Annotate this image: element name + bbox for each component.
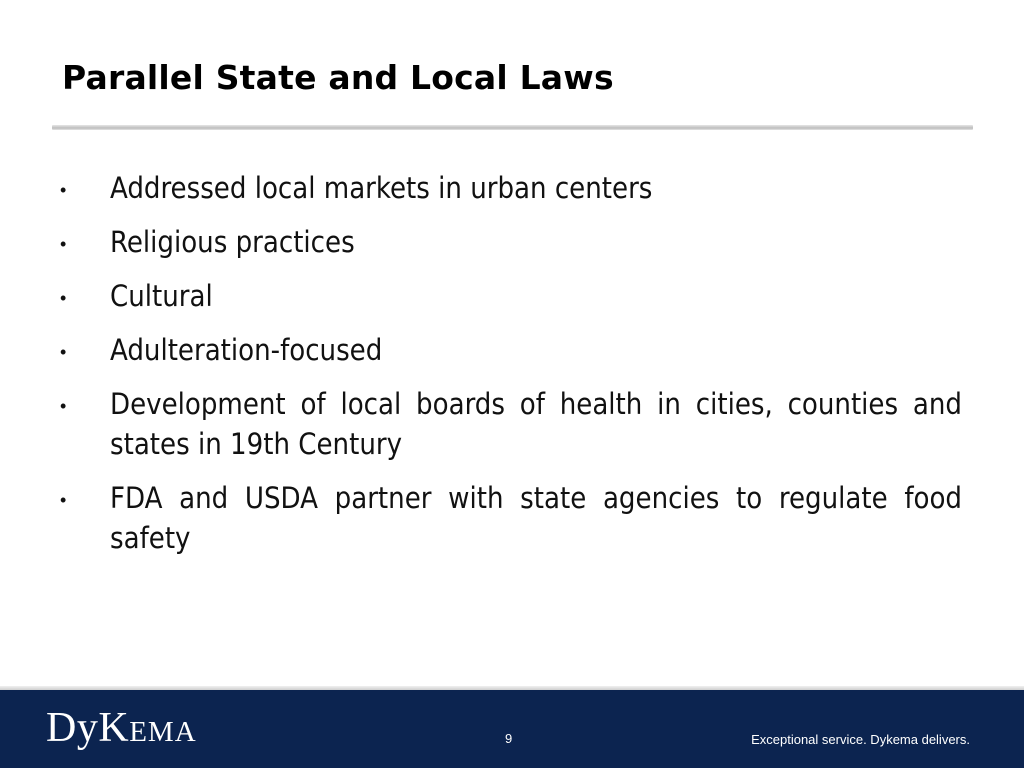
bullet-point-icon: • [60, 180, 67, 200]
bullet-item [60, 168, 962, 208]
slide-title: Parallel State and Local Laws [62, 58, 614, 97]
bullet-text: Adulteration-focused [110, 333, 383, 367]
logo-letter-y: y [76, 705, 99, 751]
bullet-point-icon: • [60, 490, 67, 510]
bullet-point-icon: • [60, 396, 67, 416]
bullet-text: Cultural [110, 279, 213, 313]
bullet-item [60, 330, 962, 370]
bullet-list [60, 168, 962, 572]
bullet-text: Development of local boards of health in cities, counties and states in 19th Century [110, 387, 962, 461]
logo-letter-d: D [46, 705, 77, 751]
bullet-item [60, 384, 962, 464]
title-divider [52, 125, 973, 130]
bullet-item [60, 276, 962, 316]
footer-tagline: Exceptional service. Dykema delivers. [751, 732, 970, 747]
page-number: 9 [505, 731, 513, 746]
bullet-point-icon: • [60, 288, 67, 308]
bullet-text: Religious practices [110, 225, 355, 259]
bullet-text: Addressed local markets in urban centers [110, 171, 653, 205]
bullet-point-icon: • [60, 234, 67, 254]
dykema-logo [46, 706, 197, 754]
bullet-text: FDA and USDA partner with state agencies to regulate food safety [110, 481, 962, 555]
bullet-item [60, 478, 962, 558]
logo-letter-k: K [98, 705, 130, 751]
logo-letters-ema: EMA [129, 716, 197, 748]
bullet-item [60, 222, 962, 262]
footer-bar [0, 690, 1024, 768]
bullet-point-icon: • [60, 342, 67, 362]
